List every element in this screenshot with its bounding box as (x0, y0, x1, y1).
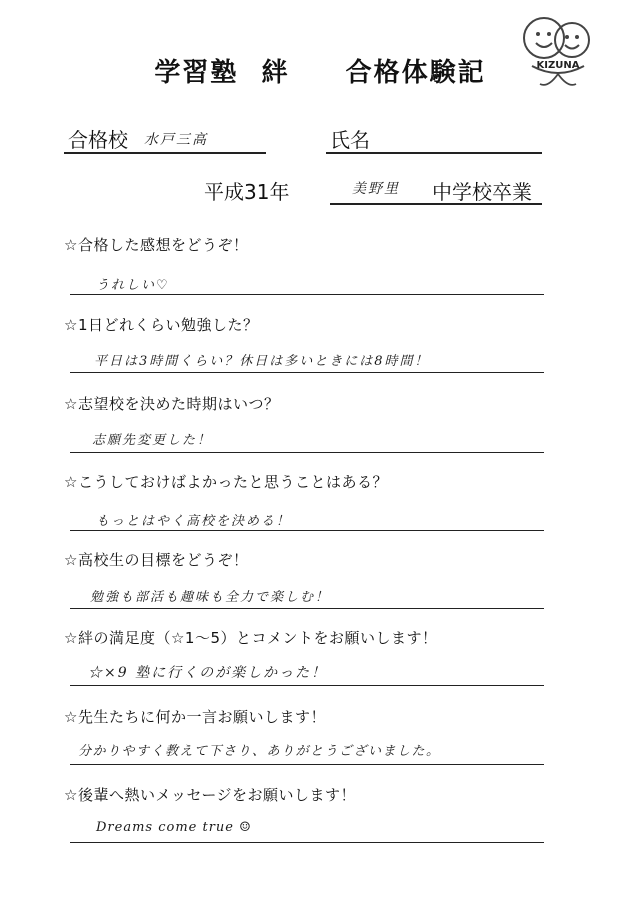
answer-line (70, 685, 544, 686)
answer-text: Dreams come true ☺ (96, 820, 252, 835)
answer-text: ☆×9 塾に行くのが楽しかった！ (88, 665, 328, 681)
answer-text: 平日は3時間くらい？休日は多いときには8時間！ (94, 354, 430, 369)
kizuna-logo (518, 8, 598, 96)
answer-text: 勉強も部活も趣味も全力で楽しむ！ (90, 590, 331, 605)
document-title: 合格体験記 (345, 58, 486, 88)
logo-text: KIZUNA (536, 60, 580, 71)
smiley-faces-icon (518, 8, 598, 96)
answer-line (70, 294, 544, 295)
answer-text: うれしい♡ (96, 278, 170, 293)
question-text: ☆合格した感想をどうぞ！ (64, 236, 249, 254)
graduation-underline (330, 203, 542, 205)
school-value: 水戸三高 (144, 132, 208, 148)
question-text: ☆先生たちに何か一言お願いします！ (64, 708, 326, 726)
question-text: ☆高校生の目標をどうぞ！ (64, 551, 249, 569)
graduation-label: 中学校卒業 (432, 180, 532, 204)
answer-line (70, 764, 544, 765)
question-text: ☆後輩へ熱いメッセージをお願いします！ (64, 786, 357, 804)
school-label: 合格校 (68, 128, 128, 152)
question-text: ☆志望校を決めた時期はいつ？ (64, 395, 280, 413)
student-name: 美野里 (352, 181, 400, 197)
year-label: 平成31年 (204, 180, 290, 204)
answer-text: もっとはやく高校を決める！ (96, 514, 292, 529)
answer-line (70, 530, 544, 531)
answer-text: 志願先変更した！ (92, 433, 213, 448)
school-kanji: 絆 (261, 58, 290, 88)
name-label: 氏名 (330, 128, 370, 152)
name-underline (326, 152, 542, 154)
answer-line (70, 452, 544, 453)
question-text: ☆こうしておけばよかったと思うことはある？ (64, 473, 388, 491)
question-text: ☆絆の満足度（☆1～5）とコメントをお願いします！ (64, 629, 438, 647)
school-name: 学習塾 (154, 58, 239, 88)
answer-line (70, 372, 544, 373)
answer-text: 分かりやすく教えて下さり、ありがとうございました。 (78, 744, 441, 759)
question-text: ☆1日どれくらい勉強した？ (64, 316, 259, 334)
answer-line (70, 842, 544, 843)
answer-line (70, 608, 544, 609)
school-underline (64, 152, 266, 154)
